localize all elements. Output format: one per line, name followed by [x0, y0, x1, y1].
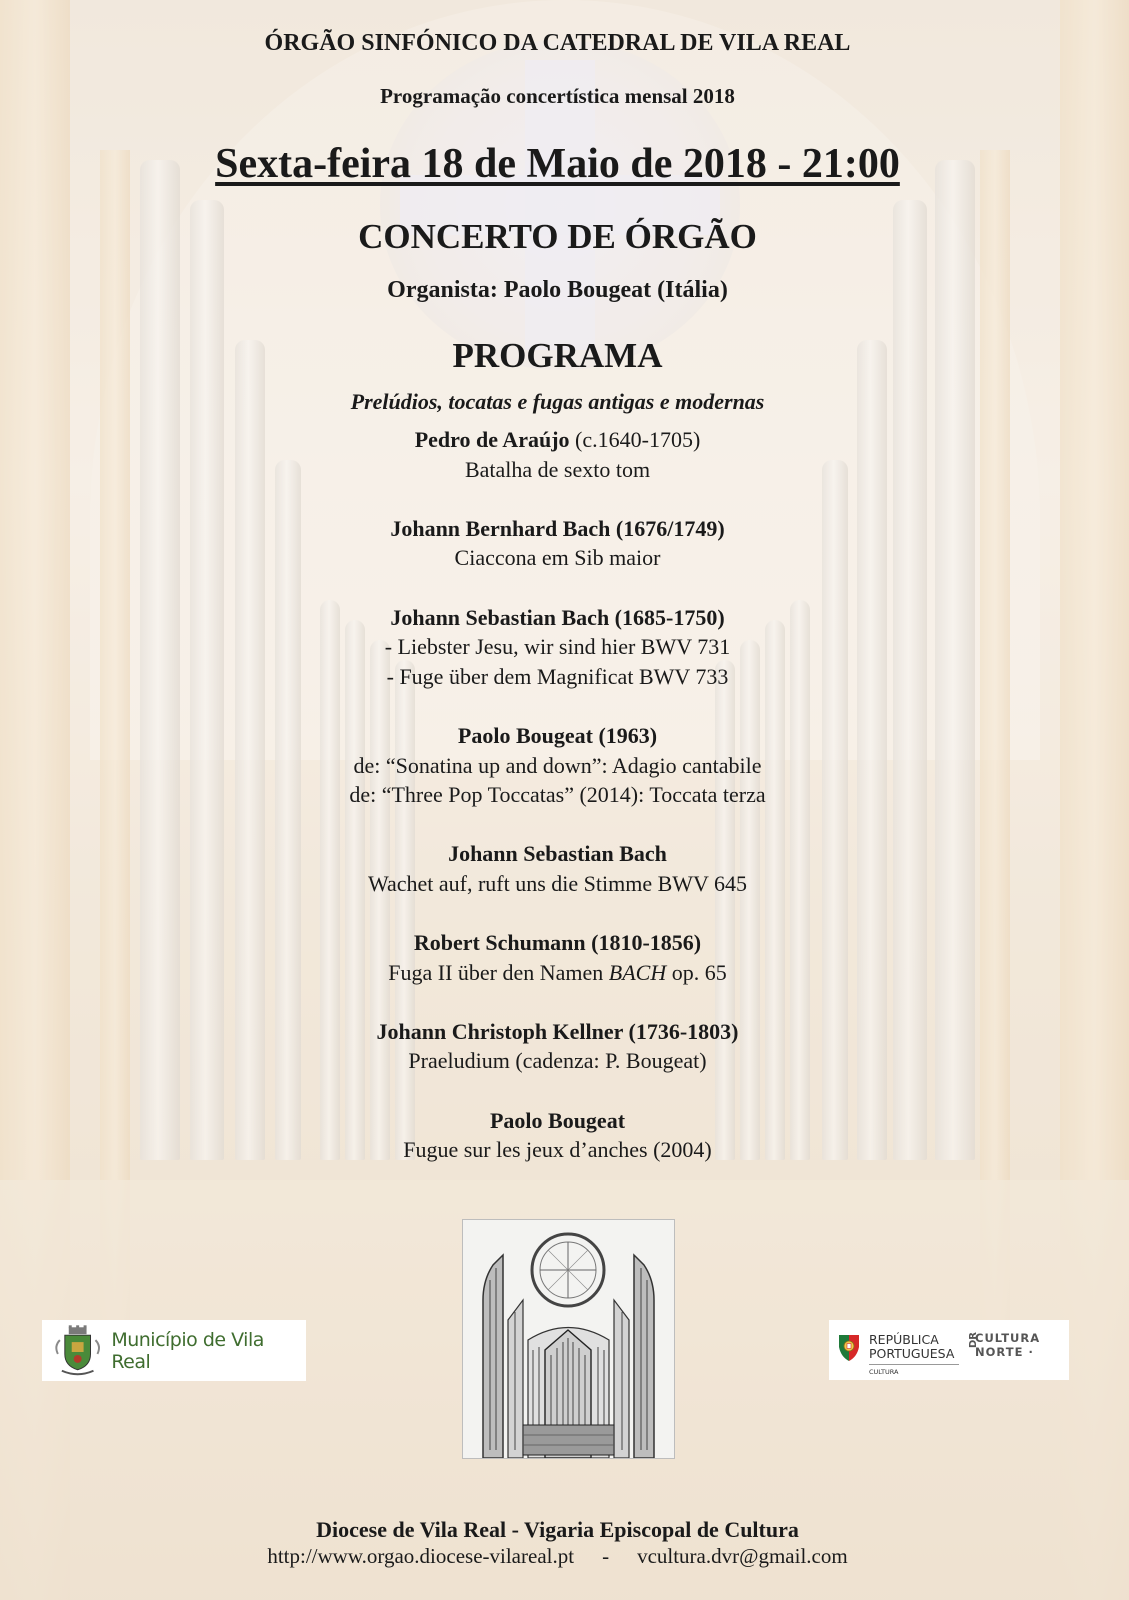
work-title: - Liebster Jesu, wir sind hier BWV 731: [384, 634, 731, 660]
composer: Johann Sebastian Bach: [448, 841, 667, 867]
program-item: [0, 425, 1115, 484]
work-title: Batalha de sexto tom: [464, 456, 651, 482]
coat-of-arms-icon: [50, 1324, 105, 1378]
work-title: de: “Three Pop Toccatas” (2014): Toccata terza: [349, 782, 766, 808]
program-item: [0, 839, 1115, 898]
footer-organization: Diocese de Vila Real - Vigaria Episcopal de Cultura: [316, 1517, 799, 1542]
composer: Paolo Bougeat (1963): [457, 722, 658, 748]
program-subtitle: Programação concertística mensal 2018: [380, 84, 735, 108]
program-item: [0, 928, 1115, 987]
work-title: Fuga II über den Namen BACH op. 65: [388, 959, 727, 985]
portugal-emblem-icon: [837, 1333, 861, 1363]
composer: Johann Bernhard Bach (1676/1749): [390, 515, 725, 541]
work-title: Fugue sur les jeux d’anches (2004): [403, 1137, 712, 1163]
drc-norte-text: DR CULTURA NORTE ·: [968, 1331, 1041, 1359]
programa-heading: PROGRAMA: [452, 336, 663, 375]
composer: Paolo Bougeat: [489, 1107, 626, 1133]
composer: Robert Schumann (1810-1856): [413, 930, 702, 956]
website-link[interactable]: http://www.orgao.diocese-vilareal.pt: [267, 1544, 575, 1568]
work-title: Wachet auf, ruft uns die Stimme BWV 645: [367, 870, 748, 896]
program-item: [0, 603, 1115, 692]
work-title: Ciaccona em Sib maior: [454, 545, 661, 571]
organist: Organista: Paolo Bougeat (Itália): [387, 277, 728, 303]
footer-contact: [0, 1544, 1115, 1569]
programa-subtitle: Prelúdios, tocatas e fugas antigas e modernas: [350, 389, 765, 414]
organ-drawing: [462, 1219, 675, 1459]
footer-separator: -: [602, 1544, 610, 1568]
municipio-logo: [42, 1320, 306, 1381]
email-link[interactable]: vcultura.dvr@gmail.com: [637, 1544, 848, 1568]
composer: Johann Christoph Kellner (1736-1803): [376, 1018, 739, 1044]
program-item: [0, 514, 1115, 573]
work-title: de: “Sonatina up and down”: Adagio cantabile: [353, 752, 762, 778]
program-item: [0, 721, 1115, 810]
composer: Pedro de Araújo (c.1640-1705): [414, 427, 701, 452]
republica-text: REPÚBLICA PORTUGUESA: [869, 1332, 955, 1361]
work-title: Praeludium (cadenza: P. Bougeat): [408, 1048, 707, 1074]
municipio-name: Município de Vila Real: [111, 1328, 264, 1373]
logo-rule: [869, 1364, 959, 1365]
concert-date: Sexta-feira 18 de Maio de 2018 - 21:00: [215, 141, 900, 187]
concert-title: CONCERTO DE ÓRGÃO: [358, 217, 757, 256]
composer: Johann Sebastian Bach (1685-1750): [390, 604, 725, 630]
republica-subtext: CULTURA: [869, 1368, 899, 1376]
republica-drc-logo: [829, 1320, 1069, 1380]
program-item: [0, 1106, 1115, 1165]
work-title: - Fuge über dem Magnificat BWV 733: [386, 663, 729, 689]
program-list: [0, 425, 1115, 1194]
organ-title: ÓRGÃO SINFÓNICO DA CATEDRAL DE VILA REAL: [264, 30, 851, 56]
program-item: [0, 1017, 1115, 1076]
